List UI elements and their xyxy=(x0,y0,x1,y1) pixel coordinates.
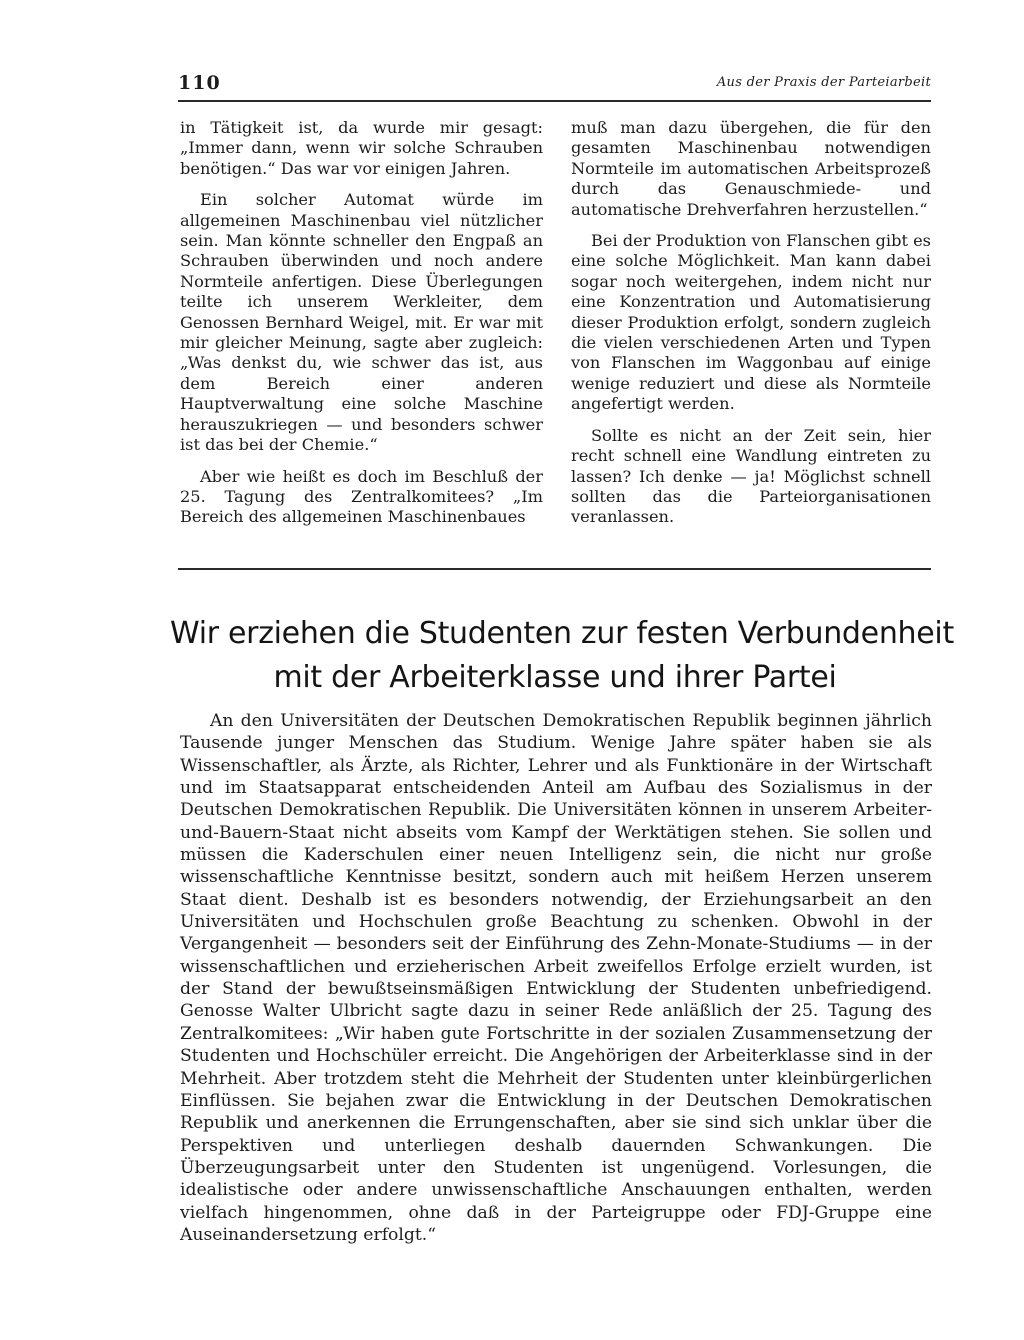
article-body xyxy=(180,710,932,1246)
left-column xyxy=(180,118,543,539)
running-head: Aus der Praxis der Parteiarbeit xyxy=(716,75,931,90)
article-body-paragraph: An den Universitäten der Deutschen Demokratischen Republik beginnen jährlich Tausende junger Menschen das Studium. Wenige Jahre später haben sie als Wissenschaftler, als Ärzte, als Richter, Lehrer und als Funktionäre in der Wirtschaft und im Staatsapparat entscheidenden Anteil am Aufbau des Sozialismus in der Deutschen Demokratischen Republik. Die Universitäten können in unserem Arbeiter-und-Bauern-Staat nicht abseits vom Kampf der Werktätigen stehen. Sie sollen und müssen die Kaderschulen einer neuen Intelligenz sein, die nicht nur große wissenschaftliche Kenntnisse besitzt, sondern auch mit heißem Herzen unserem Staat dient. Deshalb ist es besonders notwendig, der Erziehungsarbeit an den Universitäten und Hochschulen große Beachtung zu schenken. Obwohl in der Vergangenheit — besonders seit der Einführung des Zehn-Monate-Studiums — in der wissenschaftlichen und erzieherischen Arbeit zweifellos Erfolge erzielt wurden, ist der Stand der bewußtseinsmäßigen Entwicklung der Studenten unbefriedigend. Genosse Walter Ulbricht sagte dazu in seiner Rede anläßlich der 25. Tagung des Zentralkomitees: „Wir haben gute Fortschritte in der sozialen Zusammensetzung der Studenten und Hochschüler erreicht. Die Angehörigen der Arbeiterklasse sind in der Mehrheit. Aber trotzdem steht die Mehrheit der Studenten unter kleinbürgerlichen Einflüssen. Sie bejahen zwar die Entwicklung in der Deutschen Demokratischen Republik und anerkennen die Errungenschaften, aber sie sind sich unklar über die Perspektiven und unterliegen deshalb dauernden Schwankungen. Die Überzeugungsarbeit unter den Studenten ist ungenügend. Vorlesungen, die idealistische oder andere unwissenschaftliche Anschauungen enthalten, werden vielfach hingenommen, ohne daß in der Parteigruppe oder FDJ-Gruppe eine Auseinandersetzung erfolgt.“ xyxy=(180,711,932,1245)
right-column xyxy=(571,118,931,539)
page-number: 110 xyxy=(178,72,221,94)
right-column-paragraph: Bei der Produktion von Flanschen gibt es eine solche Möglichkeit. Man kann dabei sogar noch weitergehen, indem nicht nur eine Konzentration und Automatisierung dieser Produktion erfolgt, sondern zugleich die vielen verschiedenen Arten und Typen von Flanschen im Waggonbau auf einige wenige reduziert und diese als Normteile angefertigt werden. xyxy=(571,231,931,414)
page-header xyxy=(178,70,931,102)
section-divider xyxy=(178,568,931,570)
headline-line-2: mit der Arbeiterklasse und ihrer Partei xyxy=(273,660,837,695)
article-headline xyxy=(170,612,954,700)
headline-line-1: Wir erziehen die Studenten zur festen Verbundenheit xyxy=(170,616,954,651)
left-column-paragraph: Aber wie heißt es doch im Beschluß der 25. Tagung des Zentralkomitees? „Im Bereich des allgemeinen Maschinenbaues xyxy=(180,466,543,527)
left-column-paragraph: in Tätigkeit ist, da wurde mir gesagt: „Immer dann, wenn wir solche Schrauben benötigen.“ Das war vor einigen Jahren. xyxy=(180,118,543,178)
left-column-paragraph: Ein solcher Automat würde im allgemeinen Maschinenbau viel nützlicher sein. Man könnte schneller den Engpaß an Schrauben überwinden und noch andere Normteile anfertigen. Diese Überlegungen teilte ich unserem Werkleiter, dem Genossen Bernhard Weigel, mit. Er war mit mir gleicher Meinung, sagte aber zugleich: „Was denkst du, wie schwer das ist, aus dem Bereich einer anderen Hauptverwaltung eine solche Maschine herauszukriegen — und besonders schwer ist das bei der Chemie.“ xyxy=(180,190,543,455)
right-column-paragraph: Sollte es nicht an der Zeit sein, hier recht schnell eine Wandlung eintreten zu lassen? Ich denke — ja! Möglichst schnell sollten das die Parteiorganisationen veranlassen. xyxy=(571,425,931,527)
right-column-paragraph: muß man dazu übergehen, die für den gesamten Maschinenbau notwendigen Normteile im automatischen Arbeitsprozeß durch das Genauschmiede- und automatische Drehverfahren herzustellen.“ xyxy=(571,118,931,219)
